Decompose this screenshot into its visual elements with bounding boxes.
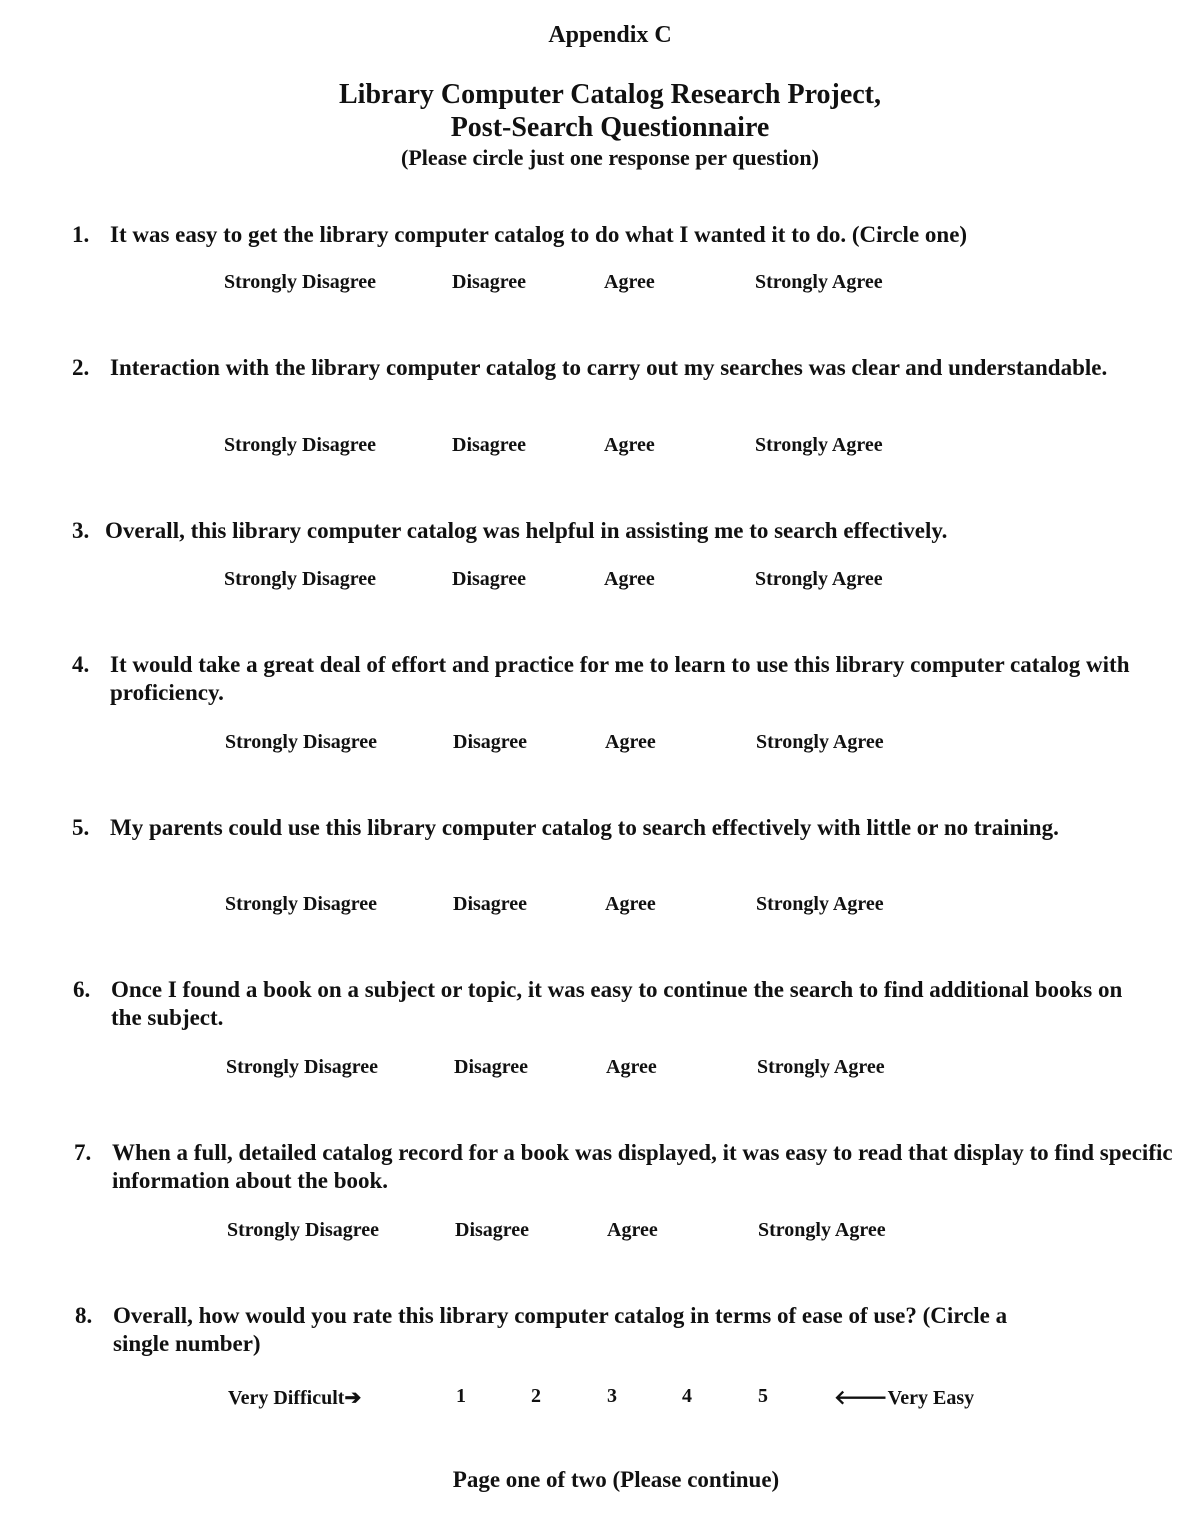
question-number: 4.	[72, 652, 90, 677]
question-text: It was easy to get the library computer catalog to do what I wanted it to do. (Circle one)	[110, 222, 968, 247]
question-3	[72, 517, 1152, 545]
question-number: 8.	[75, 1303, 93, 1328]
option-strongly-disagree[interactable]: Strongly Disagree	[224, 271, 377, 293]
question-8	[75, 1302, 1015, 1358]
option-agree[interactable]: Agree	[604, 434, 655, 456]
page-footer: Page one of two (Please continue)	[452, 1467, 780, 1492]
question-text: My parents could use this library computer catalog to search effectively with little or no training.	[110, 815, 1059, 840]
rating-option-4[interactable]: 4	[682, 1385, 692, 1407]
question-7	[74, 1139, 1174, 1195]
title-line-2: Post-Search Questionnaire	[450, 112, 770, 143]
rating-option-5[interactable]: 5	[758, 1385, 768, 1407]
option-strongly-disagree[interactable]: Strongly Disagree	[224, 434, 377, 456]
option-disagree[interactable]: Disagree	[454, 1056, 529, 1078]
question-text: It would take a great deal of effort and practice for me to learn to use this library computer catalog with proficiency.	[110, 652, 1130, 705]
rating-option-1[interactable]: 1	[456, 1385, 466, 1407]
question-5	[72, 814, 1152, 842]
option-strongly-agree[interactable]: Strongly Agree	[756, 893, 884, 915]
option-agree[interactable]: Agree	[604, 568, 655, 590]
question-text: Overall, this library computer catalog was helpful in assisting me to search effectively.	[105, 518, 948, 543]
question-text: Overall, how would you rate this library computer catalog in terms of ease of use? (Circle a single number)	[113, 1303, 1008, 1356]
option-disagree[interactable]: Disagree	[452, 434, 527, 456]
title-line-1: Library Computer Catalog Research Project,	[339, 79, 881, 110]
option-agree[interactable]: Agree	[605, 893, 656, 915]
question-text: Once I found a book on a subject or topic, it was easy to continue the search to find additional books on the subject.	[111, 977, 1123, 1030]
option-disagree[interactable]: Disagree	[452, 568, 527, 590]
question-number: 2.	[72, 355, 90, 380]
question-number: 1.	[72, 222, 90, 247]
option-strongly-disagree[interactable]: Strongly Disagree	[224, 568, 377, 590]
instructions: (Please circle just one response per question)	[401, 145, 819, 170]
option-disagree[interactable]: Disagree	[453, 893, 528, 915]
question-number: 3.	[72, 518, 90, 543]
option-strongly-agree[interactable]: Strongly Agree	[758, 1219, 886, 1241]
question-text: Interaction with the library computer catalog to carry out my searches was clear and understandable.	[110, 355, 1108, 380]
option-strongly-agree[interactable]: Strongly Agree	[756, 731, 884, 753]
option-disagree[interactable]: Disagree	[455, 1219, 530, 1241]
scale-low-label: Very Difficult➔	[228, 1387, 362, 1409]
option-agree[interactable]: Agree	[604, 271, 655, 293]
question-1	[72, 221, 1152, 249]
question-number: 6.	[73, 977, 91, 1002]
option-strongly-disagree[interactable]: Strongly Disagree	[225, 893, 378, 915]
option-strongly-agree[interactable]: Strongly Agree	[757, 1056, 885, 1078]
option-strongly-disagree[interactable]: Strongly Disagree	[226, 1056, 379, 1078]
option-disagree[interactable]: Disagree	[453, 731, 528, 753]
appendix-label: Appendix C	[548, 22, 672, 48]
option-strongly-disagree[interactable]: Strongly Disagree	[227, 1219, 380, 1241]
question-4	[72, 651, 1152, 707]
scale-high-label: 🡐Very Easy	[834, 1387, 975, 1409]
option-strongly-disagree[interactable]: Strongly Disagree	[225, 731, 378, 753]
question-2	[72, 354, 1152, 382]
option-strongly-agree[interactable]: Strongly Agree	[755, 568, 883, 590]
option-strongly-agree[interactable]: Strongly Agree	[755, 271, 883, 293]
option-agree[interactable]: Agree	[606, 1056, 657, 1078]
rating-option-2[interactable]: 2	[531, 1385, 541, 1407]
rating-scale	[0, 1385, 1195, 1413]
question-number: 7.	[74, 1140, 92, 1165]
option-agree[interactable]: Agree	[605, 731, 656, 753]
option-agree[interactable]: Agree	[607, 1219, 658, 1241]
question-number: 5.	[72, 815, 90, 840]
question-text: When a full, detailed catalog record for a book was displayed, it was easy to read that display to find specific information about the book.	[112, 1140, 1173, 1193]
rating-option-3[interactable]: 3	[607, 1385, 617, 1407]
question-6	[73, 976, 1153, 1032]
option-strongly-agree[interactable]: Strongly Agree	[755, 434, 883, 456]
option-disagree[interactable]: Disagree	[452, 271, 527, 293]
page-title	[0, 78, 1195, 144]
